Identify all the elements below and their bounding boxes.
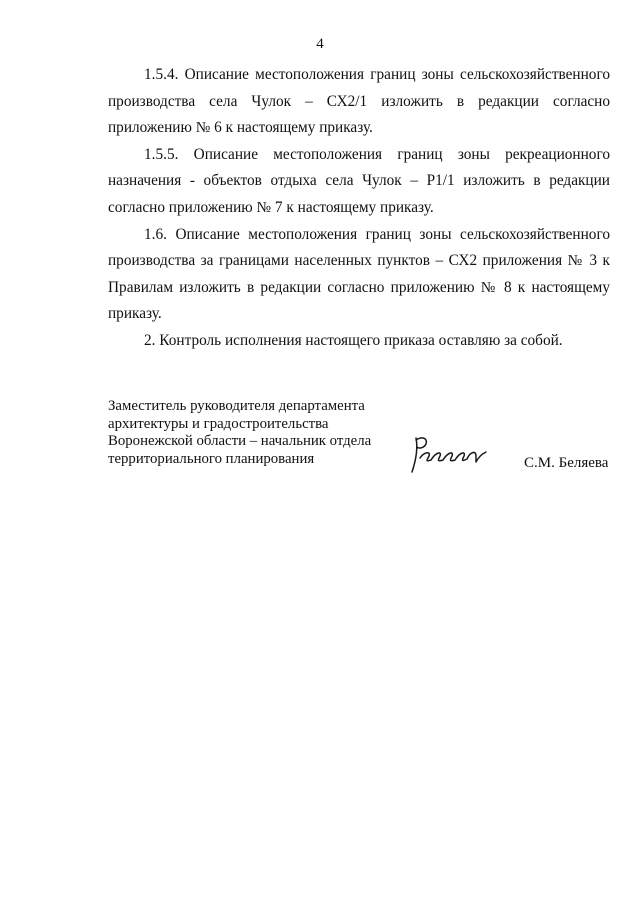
- signer-position-line: территориального планирования: [108, 450, 315, 467]
- signer-position-line: Заместитель руководителя департамента: [108, 398, 365, 414]
- order-body: [108, 62, 610, 355]
- handwritten-signature-icon: [404, 432, 500, 476]
- signer-name: С.М. Беляева: [524, 455, 609, 471]
- page-number: 4: [316, 36, 324, 52]
- paragraph-2: 2. Контроль исполнения настоящего приказа оставляю за собой.: [144, 331, 563, 349]
- paragraph-1-6: 1.6. Описание местоположения границ зоны сельскохозяйственного производства за границами населенных пунктов – СХ2 приложения № 3 к Правилам изложить в редакции согласно приложению № 8 к настоящему приказу.: [108, 225, 610, 323]
- signer-position-line: Воронежской области – начальник отдела: [108, 433, 372, 450]
- signature-block: [108, 398, 618, 478]
- paragraph-1-5-4: 1.5.4. Описание местоположения границ зоны сельскохозяйственного производства села Чулок – СХ2/1 изложить в редакции согласно приложению № 6 к настоящему приказу.: [108, 66, 610, 137]
- signer-position: [108, 398, 371, 468]
- signer-position-line: архитектуры и градостроительства: [108, 415, 329, 432]
- paragraph-1-5-5: 1.5.5. Описание местоположения границ зоны рекреационного назначения - объектов отдыха села Чулок – Р1/1 изложить в редакции согласно приложению № 7 к настоящему приказу.: [108, 145, 610, 216]
